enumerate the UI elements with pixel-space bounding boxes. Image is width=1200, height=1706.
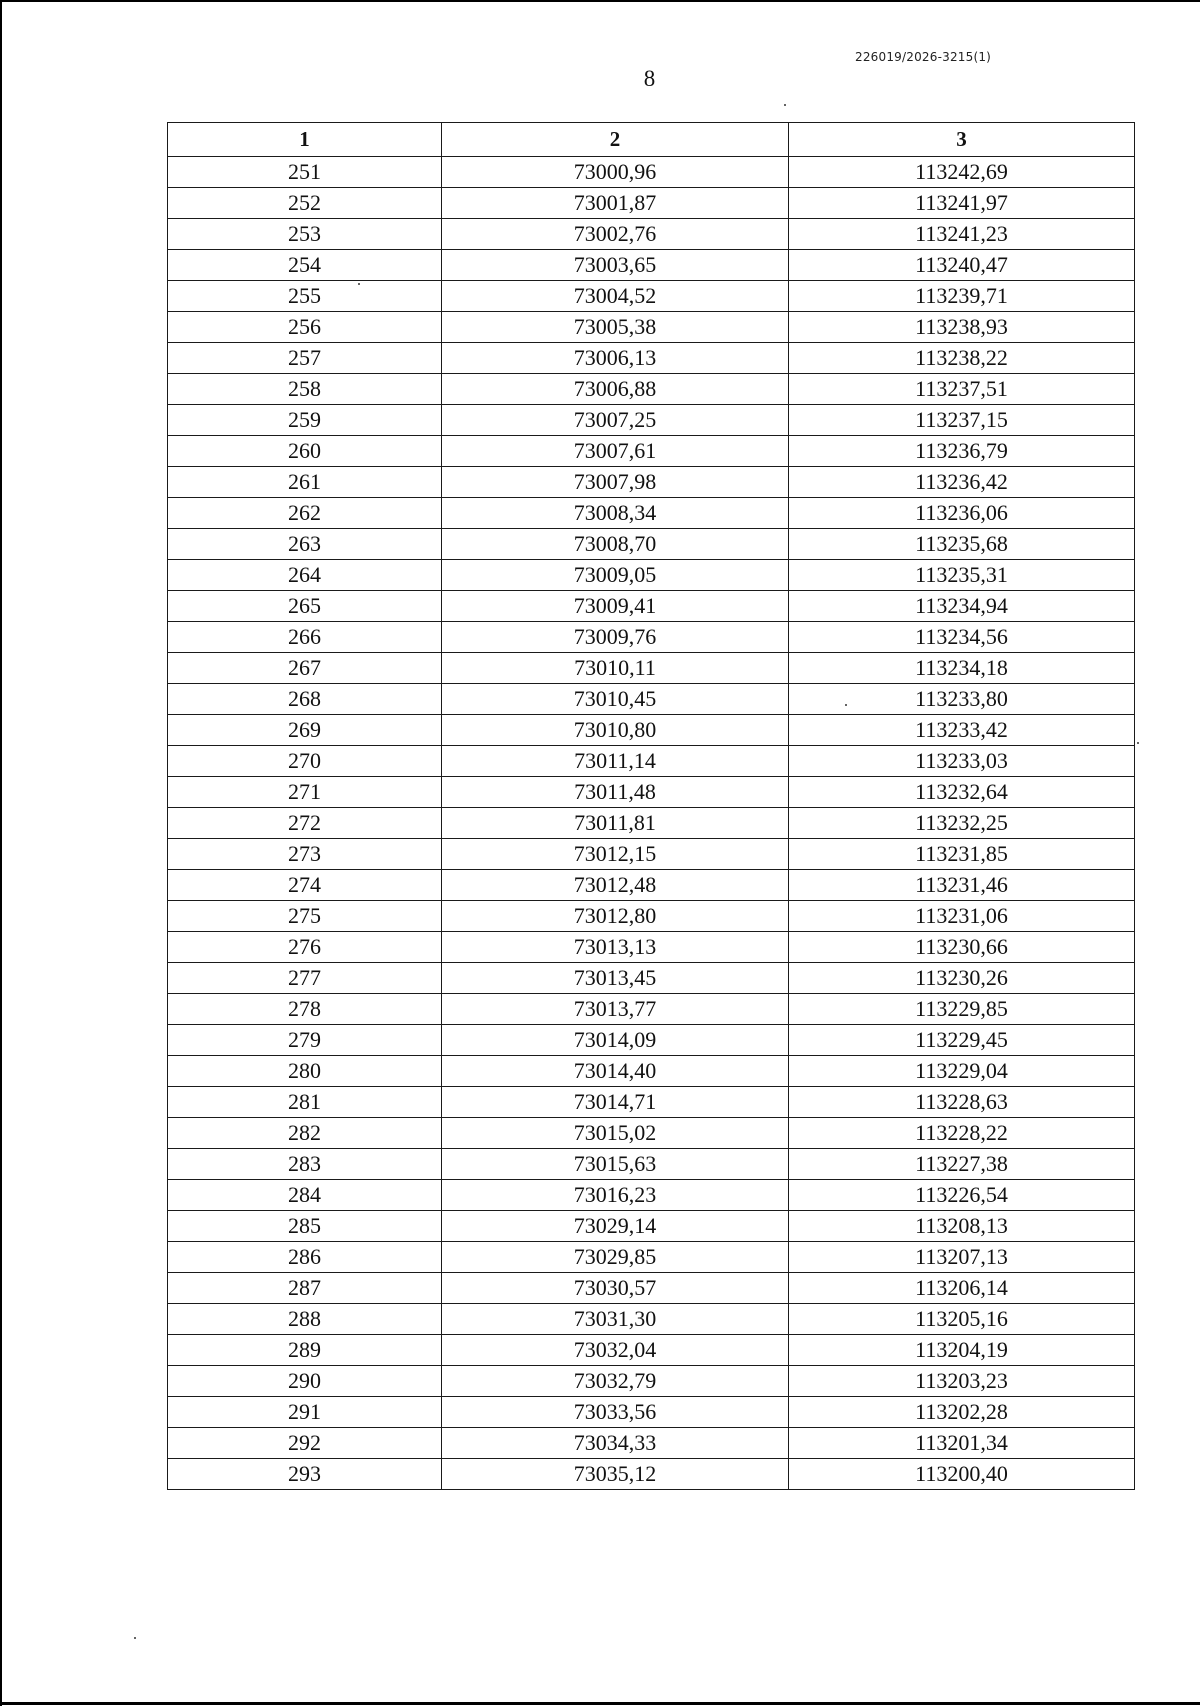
- point-number-cell: 275: [168, 901, 442, 932]
- point-number-cell: 260: [168, 436, 442, 467]
- table-row: [168, 777, 1135, 808]
- table-row: [168, 1397, 1135, 1428]
- x-coordinate-cell: 73032,04: [442, 1335, 789, 1366]
- table-row: [168, 591, 1135, 622]
- point-number-cell: 255: [168, 281, 442, 312]
- x-coordinate-cell: 73006,88: [442, 374, 789, 405]
- table-row: [168, 1180, 1135, 1211]
- y-coordinate-cell: 113238,22: [789, 343, 1135, 374]
- x-coordinate-cell: 73010,11: [442, 653, 789, 684]
- table-row: [168, 870, 1135, 901]
- table-row: [168, 901, 1135, 932]
- point-number-cell: 279: [168, 1025, 442, 1056]
- y-coordinate-cell: 113235,68: [789, 529, 1135, 560]
- y-coordinate-cell: 113227,38: [789, 1149, 1135, 1180]
- point-number-cell: 288: [168, 1304, 442, 1335]
- column-header-2: 2: [442, 123, 789, 157]
- x-coordinate-cell: 73033,56: [442, 1397, 789, 1428]
- table-row: [168, 684, 1135, 715]
- coordinates-table: [167, 122, 1135, 1490]
- scan-edge-left: [0, 0, 2, 1706]
- point-number-cell: 278: [168, 994, 442, 1025]
- y-coordinate-cell: 113208,13: [789, 1211, 1135, 1242]
- point-number-cell: 256: [168, 312, 442, 343]
- x-coordinate-cell: 73029,14: [442, 1211, 789, 1242]
- point-number-cell: 259: [168, 405, 442, 436]
- y-coordinate-cell: 113226,54: [789, 1180, 1135, 1211]
- point-number-cell: 253: [168, 219, 442, 250]
- y-coordinate-cell: 113201,34: [789, 1428, 1135, 1459]
- table-row: [168, 1118, 1135, 1149]
- document-id: 226019/2026-3215(1): [855, 50, 992, 64]
- column-header-3: 3: [789, 123, 1135, 157]
- x-coordinate-cell: 73029,85: [442, 1242, 789, 1273]
- y-coordinate-cell: 113241,23: [789, 219, 1135, 250]
- table-row: [168, 467, 1135, 498]
- point-number-cell: 289: [168, 1335, 442, 1366]
- table-row: [168, 1428, 1135, 1459]
- table-row: [168, 250, 1135, 281]
- x-coordinate-cell: 73006,13: [442, 343, 789, 374]
- point-number-cell: 272: [168, 808, 442, 839]
- point-number-cell: 269: [168, 715, 442, 746]
- point-number-cell: 293: [168, 1459, 442, 1490]
- table-row: [168, 808, 1135, 839]
- table-row: [168, 1366, 1135, 1397]
- y-coordinate-cell: 113207,13: [789, 1242, 1135, 1273]
- x-coordinate-cell: 73001,87: [442, 188, 789, 219]
- y-coordinate-cell: 113229,85: [789, 994, 1135, 1025]
- column-header-1: 1: [168, 123, 442, 157]
- scan-edge-bottom: [0, 1702, 1200, 1705]
- table-row: [168, 1273, 1135, 1304]
- x-coordinate-cell: 73011,81: [442, 808, 789, 839]
- x-coordinate-cell: 73011,48: [442, 777, 789, 808]
- x-coordinate-cell: 73012,48: [442, 870, 789, 901]
- y-coordinate-cell: 113229,45: [789, 1025, 1135, 1056]
- y-coordinate-cell: 113242,69: [789, 157, 1135, 188]
- y-coordinate-cell: 113203,23: [789, 1366, 1135, 1397]
- y-coordinate-cell: 113228,22: [789, 1118, 1135, 1149]
- scan-speck: [134, 1637, 136, 1639]
- y-coordinate-cell: 113235,31: [789, 560, 1135, 591]
- table-row: [168, 653, 1135, 684]
- table-row: [168, 1304, 1135, 1335]
- table-row: [168, 1211, 1135, 1242]
- point-number-cell: 271: [168, 777, 442, 808]
- table-row: [168, 839, 1135, 870]
- x-coordinate-cell: 73003,65: [442, 250, 789, 281]
- y-coordinate-cell: 113231,46: [789, 870, 1135, 901]
- point-number-cell: 276: [168, 932, 442, 963]
- point-number-cell: 258: [168, 374, 442, 405]
- x-coordinate-cell: 73030,57: [442, 1273, 789, 1304]
- y-coordinate-cell: 113239,71: [789, 281, 1135, 312]
- table-row: [168, 560, 1135, 591]
- table-row: [168, 281, 1135, 312]
- point-number-cell: 267: [168, 653, 442, 684]
- point-number-cell: 277: [168, 963, 442, 994]
- y-coordinate-cell: 113206,14: [789, 1273, 1135, 1304]
- x-coordinate-cell: 73002,76: [442, 219, 789, 250]
- y-coordinate-cell: 113238,93: [789, 312, 1135, 343]
- y-coordinate-cell: 113230,26: [789, 963, 1135, 994]
- x-coordinate-cell: 73008,34: [442, 498, 789, 529]
- y-coordinate-cell: 113234,18: [789, 653, 1135, 684]
- x-coordinate-cell: 73013,13: [442, 932, 789, 963]
- table-row: [168, 157, 1135, 188]
- y-coordinate-cell: 113205,16: [789, 1304, 1135, 1335]
- x-coordinate-cell: 73012,80: [442, 901, 789, 932]
- point-number-cell: 261: [168, 467, 442, 498]
- table-row: [168, 1335, 1135, 1366]
- y-coordinate-cell: 113233,03: [789, 746, 1135, 777]
- y-coordinate-cell: 113231,06: [789, 901, 1135, 932]
- table-row: [168, 188, 1135, 219]
- table-row: [168, 932, 1135, 963]
- x-coordinate-cell: 73009,41: [442, 591, 789, 622]
- table-row: [168, 1056, 1135, 1087]
- point-number-cell: 265: [168, 591, 442, 622]
- x-coordinate-cell: 73004,52: [442, 281, 789, 312]
- y-coordinate-cell: 113234,94: [789, 591, 1135, 622]
- point-number-cell: 284: [168, 1180, 442, 1211]
- page-number-text: 8: [643, 66, 656, 91]
- table-row: [168, 436, 1135, 467]
- y-coordinate-cell: 113240,47: [789, 250, 1135, 281]
- x-coordinate-cell: 73007,98: [442, 467, 789, 498]
- table-row: [168, 1242, 1135, 1273]
- point-number-cell: 283: [168, 1149, 442, 1180]
- table-row: [168, 746, 1135, 777]
- y-coordinate-cell: 113200,40: [789, 1459, 1135, 1490]
- x-coordinate-cell: 73007,61: [442, 436, 789, 467]
- x-coordinate-cell: 73013,77: [442, 994, 789, 1025]
- y-coordinate-cell: 113237,15: [789, 405, 1135, 436]
- point-number-cell: 282: [168, 1118, 442, 1149]
- point-number-cell: 273: [168, 839, 442, 870]
- y-coordinate-cell: 113236,42: [789, 467, 1135, 498]
- y-coordinate-cell: 113237,51: [789, 374, 1135, 405]
- y-coordinate-cell: 113233,80: [789, 684, 1135, 715]
- table-row: [168, 1149, 1135, 1180]
- y-coordinate-cell: 113236,79: [789, 436, 1135, 467]
- point-number-cell: 268: [168, 684, 442, 715]
- y-coordinate-cell: 113232,64: [789, 777, 1135, 808]
- x-coordinate-cell: 73005,38: [442, 312, 789, 343]
- table-header-row: [168, 123, 1135, 157]
- table-row: [168, 1087, 1135, 1118]
- point-number-cell: 274: [168, 870, 442, 901]
- table-row: [168, 219, 1135, 250]
- y-coordinate-cell: 113231,85: [789, 839, 1135, 870]
- x-coordinate-cell: 73009,05: [442, 560, 789, 591]
- table-row: [168, 715, 1135, 746]
- point-number-cell: 291: [168, 1397, 442, 1428]
- table-row: [168, 343, 1135, 374]
- scan-speck: [784, 104, 786, 106]
- table-row: [168, 994, 1135, 1025]
- scan-edge-top: [0, 0, 1200, 2]
- x-coordinate-cell: 73007,25: [442, 405, 789, 436]
- table-row: [168, 529, 1135, 560]
- x-coordinate-cell: 73008,70: [442, 529, 789, 560]
- point-number-cell: 263: [168, 529, 442, 560]
- y-coordinate-cell: 113232,25: [789, 808, 1135, 839]
- scan-speck: [1137, 742, 1139, 744]
- point-number-cell: 281: [168, 1087, 442, 1118]
- y-coordinate-cell: 113204,19: [789, 1335, 1135, 1366]
- x-coordinate-cell: 73035,12: [442, 1459, 789, 1490]
- x-coordinate-cell: 73014,09: [442, 1025, 789, 1056]
- point-number-cell: 264: [168, 560, 442, 591]
- point-number-cell: 280: [168, 1056, 442, 1087]
- point-number-cell: 270: [168, 746, 442, 777]
- point-number-cell: 290: [168, 1366, 442, 1397]
- x-coordinate-cell: 73014,71: [442, 1087, 789, 1118]
- table-row: [168, 1459, 1135, 1490]
- x-coordinate-cell: 73031,30: [442, 1304, 789, 1335]
- x-coordinate-cell: 73015,02: [442, 1118, 789, 1149]
- point-number-cell: 257: [168, 343, 442, 374]
- x-coordinate-cell: 73010,45: [442, 684, 789, 715]
- x-coordinate-cell: 73014,40: [442, 1056, 789, 1087]
- point-number-cell: 254: [168, 250, 442, 281]
- table-row: [168, 374, 1135, 405]
- table-row: [168, 1025, 1135, 1056]
- point-number-cell: 262: [168, 498, 442, 529]
- x-coordinate-cell: 73009,76: [442, 622, 789, 653]
- y-coordinate-cell: 113234,56: [789, 622, 1135, 653]
- y-coordinate-cell: 113229,04: [789, 1056, 1135, 1087]
- table-row: [168, 405, 1135, 436]
- x-coordinate-cell: 73034,33: [442, 1428, 789, 1459]
- point-number-cell: 286: [168, 1242, 442, 1273]
- table-body: [168, 157, 1135, 1490]
- table-row: [168, 498, 1135, 529]
- table-row: [168, 963, 1135, 994]
- y-coordinate-cell: 113236,06: [789, 498, 1135, 529]
- x-coordinate-cell: 73000,96: [442, 157, 789, 188]
- table-row: [168, 622, 1135, 653]
- y-coordinate-cell: 113241,97: [789, 188, 1135, 219]
- point-number-cell: 292: [168, 1428, 442, 1459]
- x-coordinate-cell: 73016,23: [442, 1180, 789, 1211]
- x-coordinate-cell: 73032,79: [442, 1366, 789, 1397]
- x-coordinate-cell: 73011,14: [442, 746, 789, 777]
- point-number-cell: 285: [168, 1211, 442, 1242]
- y-coordinate-cell: 113202,28: [789, 1397, 1135, 1428]
- y-coordinate-cell: 113228,63: [789, 1087, 1135, 1118]
- x-coordinate-cell: 73013,45: [442, 963, 789, 994]
- point-number-cell: 251: [168, 157, 442, 188]
- point-number-cell: 287: [168, 1273, 442, 1304]
- y-coordinate-cell: 113230,66: [789, 932, 1135, 963]
- y-coordinate-cell: 113233,42: [789, 715, 1135, 746]
- page-number: [0, 66, 1200, 92]
- table-row: [168, 312, 1135, 343]
- point-number-cell: 266: [168, 622, 442, 653]
- x-coordinate-cell: 73010,80: [442, 715, 789, 746]
- x-coordinate-cell: 73012,15: [442, 839, 789, 870]
- point-number-cell: 252: [168, 188, 442, 219]
- x-coordinate-cell: 73015,63: [442, 1149, 789, 1180]
